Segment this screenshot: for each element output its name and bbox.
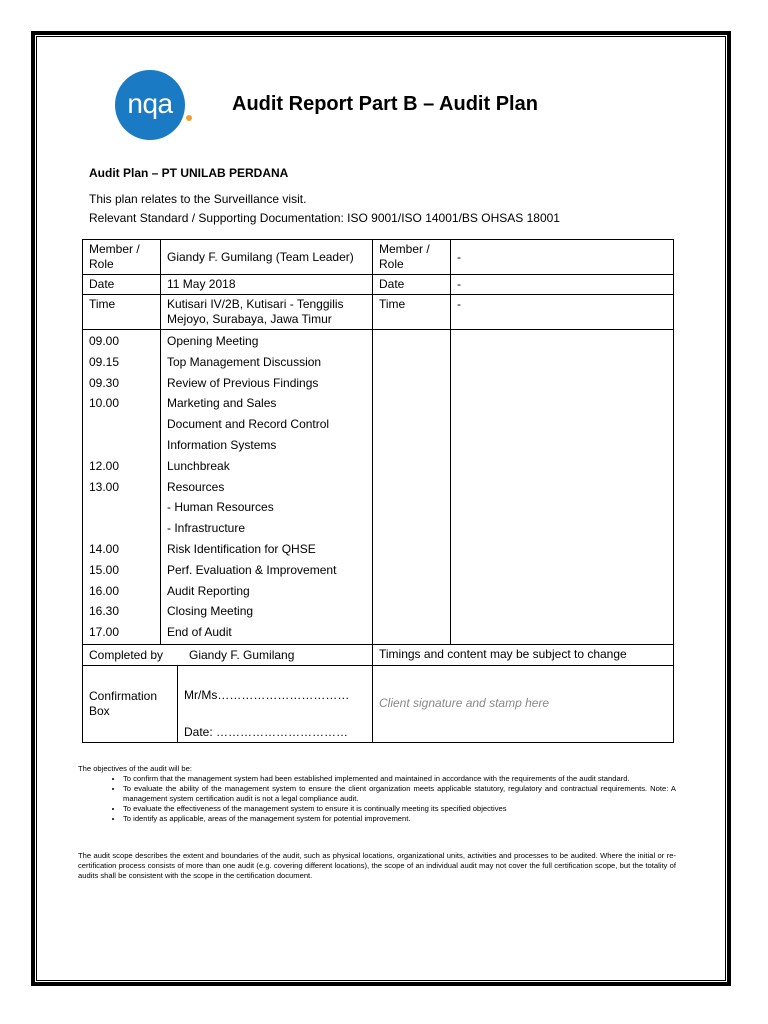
schedule-activity: Marketing and Sales <box>167 396 277 411</box>
logo-text: nqa <box>127 88 173 119</box>
schedule-activity: Closing Meeting <box>167 604 254 619</box>
list-item: • To evaluate the ability of the management system to ensure the client organization meets applicable statutory, regulatory and contractual requirements. Note: A management system certification audit is not a legal compliance audit. <box>123 784 676 804</box>
date-field[interactable]: Date: …………………………… <box>184 724 349 739</box>
list-item: • To identify as applicable, areas of the management system for potential improvement. <box>123 814 676 824</box>
schedule-time: 15.00 <box>89 562 120 577</box>
schedule-activity: Resources <box>167 479 225 494</box>
schedule-times <box>83 330 161 645</box>
schedule-activity: Risk Identification for QHSE <box>167 541 316 556</box>
schedule-time: 09.15 <box>89 354 120 369</box>
time2-value: - <box>451 295 674 330</box>
plan-standard-line: Relevant Standard / Supporting Documentation: ISO 9001/ISO 14001/BS OHSAS 18001 <box>89 211 560 225</box>
schedule-activity: Information Systems <box>167 437 277 452</box>
table-row <box>83 330 674 645</box>
completed-label: Completed by <box>89 647 164 662</box>
list-item: • To evaluate the effectiveness of the management system to ensure it is continually meeting its specified objectives <box>123 804 676 814</box>
member-label: Member / Role <box>83 240 161 275</box>
schedule-time <box>89 518 154 539</box>
table-row <box>83 240 674 275</box>
timings-note: Timings and content may be subject to change <box>373 644 674 665</box>
schedule-time <box>89 414 154 435</box>
schedule-activity: Perf. Evaluation & Improvement <box>167 562 337 577</box>
schedule-activity: Review of Previous Findings <box>167 375 319 390</box>
plan-heading: Audit Plan – PT UNILAB PERDANA <box>89 166 289 180</box>
signature-box[interactable]: Client signature and stamp here <box>373 665 674 742</box>
schedule-time: 16.00 <box>89 583 120 598</box>
schedule-empty-cell <box>451 330 674 645</box>
logo-dot-icon <box>186 115 192 121</box>
date2-value: - <box>451 275 674 295</box>
schedule-activity: - Human Resources <box>167 500 274 515</box>
plan-visit-line: This plan relates to the Surveillance visit. <box>89 192 307 206</box>
time2-label: Time <box>373 295 451 330</box>
schedule-time <box>89 497 154 518</box>
date2-label: Date <box>373 275 451 295</box>
completed-value: Giandy F. Gumilang <box>189 647 295 662</box>
audit-plan-table <box>82 239 674 743</box>
schedule-time: 14.00 <box>89 541 120 556</box>
time-label: Time <box>83 295 161 330</box>
member2-value: - <box>451 240 674 275</box>
schedule-time: 13.00 <box>89 479 120 494</box>
schedule-activity: Lunchbreak <box>167 458 230 473</box>
confirmation-fields <box>178 666 372 742</box>
table-row <box>83 295 674 330</box>
table-row <box>83 644 674 665</box>
schedule-activity: Document and Record Control <box>167 417 330 432</box>
list-item: • To confirm that the management system had been established implemented and maintained in accordance with the requirements of the audit standard. <box>123 774 676 784</box>
date-value: 11 May 2018 <box>161 275 373 295</box>
mrms-field[interactable]: Mr/Ms…………………………… <box>184 687 350 702</box>
objectives-section <box>78 764 676 824</box>
objectives-intro: The objectives of the audit will be: <box>78 764 192 773</box>
schedule-activity: - Infrastructure <box>167 521 246 536</box>
member2-label: Member / Role <box>373 240 451 275</box>
schedule-time: 17.00 <box>89 625 120 640</box>
schedule-activity: Audit Reporting <box>167 583 250 598</box>
schedule-time: 09.30 <box>89 375 120 390</box>
schedule-time: 09.00 <box>89 334 120 348</box>
schedule-time: 16.30 <box>89 604 120 619</box>
nqa-logo <box>115 70 185 140</box>
schedule-activity: Top Management Discussion <box>167 354 322 369</box>
table-row <box>83 275 674 295</box>
confirmation-label: Confirmation Box <box>83 666 178 742</box>
schedule-time <box>89 435 154 456</box>
schedule-activities <box>161 330 373 645</box>
date-label: Date <box>83 275 161 295</box>
schedule-activity: End of Audit <box>167 625 232 640</box>
objectives-list <box>78 774 676 824</box>
schedule-activity: Opening Meeting <box>167 334 259 348</box>
member-value: Giandy F. Gumilang (Team Leader) <box>161 240 373 275</box>
table-row <box>83 665 674 742</box>
time-value: Kutisari IV/2B, Kutisari - Tenggilis Mejoyo, Surabaya, Jawa Timur <box>161 295 373 330</box>
schedule-empty-cell <box>373 330 451 645</box>
page-title: Audit Report Part B – Audit Plan <box>232 93 538 115</box>
schedule-time: 10.00 <box>89 396 120 411</box>
completed-cell <box>83 644 373 665</box>
schedule-time: 12.00 <box>89 458 120 473</box>
scope-paragraph: The audit scope describes the extent and boundaries of the audit, such as physical locations, organizational units, activities and processes to be audited. Where the initial or re-certification process consists of more than one audit (e.g. covering different locations), the scope of an individual audit may not cover the full certification scope, but the totality of audits shall be consistent with the scope in the certification document. <box>78 851 676 880</box>
plan-intro <box>89 190 560 228</box>
confirmation-cell <box>83 665 373 742</box>
